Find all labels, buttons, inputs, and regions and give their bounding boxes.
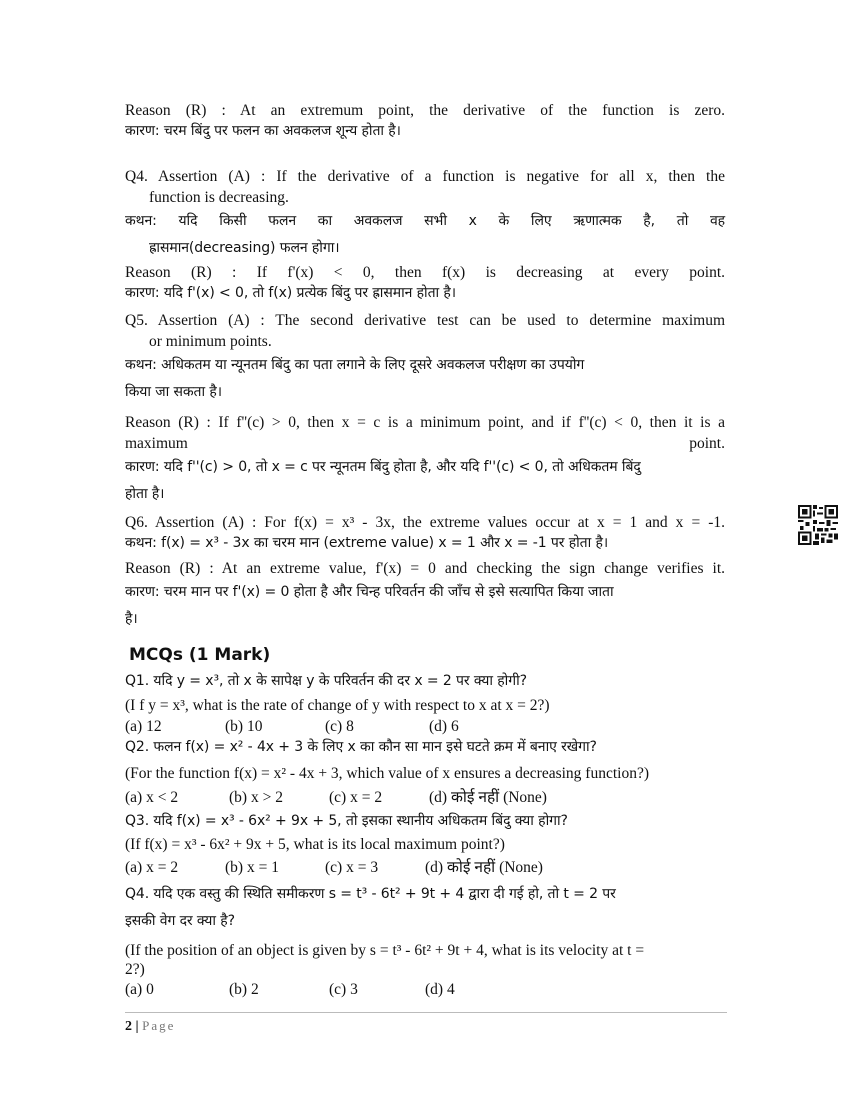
q6-assertion-hi: कथन: f(x) = x³ - 3x का चरम मान (extreme value) x = 1 और x = -1 पर होता है।	[125, 535, 609, 551]
q5-assertion-hi-1: कथन: अधिकतम या न्यूनतम बिंदु का पता लगाने के लिए दूसरे अवकलज परीक्षण का उपयोग	[125, 357, 585, 373]
page-label: Page	[142, 1018, 176, 1033]
mcq-q3-option-c: (c) x = 3	[325, 859, 379, 876]
q5-reason-en-1: Reason (R) : If f''(c) > 0, then x = c is a minimum point, and if f''(c) < 0, then it is a	[125, 414, 725, 431]
page-footer	[125, 1012, 727, 1035]
page-number: 2	[125, 1019, 132, 1034]
mcq-q1-option-b: (b) 10	[225, 718, 263, 735]
mcq-q4-option-a: (a) 0	[125, 981, 154, 998]
q6-reason-hi-2: है।	[125, 611, 138, 627]
mcq-q3-options	[125, 857, 725, 878]
q6-reason-hi-1: कारण: चरम मान पर f'(x) = 0 होता है और चिन्ह परिवर्तन की जाँच से इसे सत्यापित किया जाता	[125, 584, 614, 600]
mcq-q2-option-d: (d) कोई नहीं (None)	[429, 789, 547, 806]
mcq-q4-en-1: (If the position of an object is given by s = t³ - 6t² + 9t + 4, what is its velocity at t =	[125, 942, 645, 959]
q4-assertion-en-2: function is decreasing.	[149, 189, 289, 206]
q3-reason-hi: कारण: चरम बिंदु पर फलन का अवकलज शून्य होता है।	[125, 123, 401, 139]
q5-reason-hi-1: कारण: यदि f''(c) > 0, तो x = c पर न्यूनतम बिंदु होता है, और यदि f''(c) < 0, तो अधिकतम बिंदु	[125, 459, 641, 475]
mcq-q1-en: (I f y = x³, what is the rate of change of y with respect to x at x = 2?)	[125, 697, 550, 714]
mcq-q1-option-d: (d) 6	[429, 718, 459, 735]
mcq-q1-option-c: (c) 8	[325, 718, 354, 735]
q5-reason-en-2	[125, 433, 725, 454]
q5-reason-en-2b: point.	[689, 435, 725, 452]
q4-assertion-hi-2: ह्रासमान(decreasing) फलन होगा।	[149, 240, 340, 256]
mcq-q1-options	[125, 716, 725, 737]
mcq-q4-hi-2: इसकी वेग दर क्या है?	[125, 913, 235, 929]
q5-reason-en-2a: maximum	[125, 435, 188, 452]
mcq-q3-hi: Q3. यदि f(x) = x³ - 6x² + 9x + 5, तो इसका स्थानीय अधिकतम बिंदु क्या होगा?	[125, 813, 568, 829]
mcq-q4-options	[125, 979, 725, 1000]
mcq-q3-option-d: (d) कोई नहीं (None)	[425, 859, 543, 876]
q5-assertion-hi-2: किया जा सकता है।	[125, 384, 222, 400]
q4-reason-en: Reason (R) : If f'(x) < 0, then f(x) is decreasing at every point.	[125, 264, 725, 281]
mcq-q2-hi: Q2. फलन f(x) = x² - 4x + 3 के लिए x का कौन सा मान इसे घटते क्रम में बनाए रखेगा?	[125, 739, 597, 755]
q5-assertion-en-2: or minimum points.	[149, 333, 272, 350]
mcq-q2-options	[125, 787, 725, 808]
qr-code-icon[interactable]	[798, 505, 838, 545]
mcq-q4-option-c: (c) 3	[329, 981, 358, 998]
mcq-q3-option-b: (b) x = 1	[225, 859, 279, 876]
mcq-q2-option-c: (c) x = 2	[329, 789, 383, 806]
mcq-q4-en-2: 2?)	[125, 961, 145, 978]
mcq-q2-option-a: (a) x < 2	[125, 789, 179, 806]
mcq-heading: MCQs (1 Mark)	[129, 645, 271, 665]
mcq-q4-hi-1: Q4. यदि एक वस्तु की स्थिति समीकरण s = t³ - 6t² + 9t + 4 द्वारा दी गई हो, तो t = 2 पर	[125, 886, 616, 902]
mcq-q1-option-a: (a) 12	[125, 718, 162, 735]
q6-assertion-en: Q6. Assertion (A) : For f(x) = x³ - 3x, the extreme values occur at x = 1 and x = -1.	[125, 514, 725, 531]
q4-assertion-en-1: Q4. Assertion (A) : If the derivative of a function is negative for all x, then the	[125, 168, 725, 185]
mcq-q1-hi: Q1. यदि y = x³, तो x के सापेक्ष y के परिवर्तन की दर x = 2 पर क्या होगी?	[125, 673, 527, 689]
mcq-q3-option-a: (a) x = 2	[125, 859, 179, 876]
document-page	[125, 100, 725, 1000]
q4-reason-hi: कारण: यदि f'(x) < 0, तो f(x) प्रत्येक बिंदु पर ह्रासमान होता है।	[125, 285, 456, 301]
footer-separator: |	[132, 1019, 143, 1034]
mcq-q4-option-d: (d) 4	[425, 981, 455, 998]
mcq-q2-en: (For the function f(x) = x² - 4x + 3, which value of x ensures a decreasing function?)	[125, 765, 649, 782]
q5-assertion-en-1: Q5. Assertion (A) : The second derivative test can be used to determine maximum	[125, 312, 725, 329]
q5-reason-hi-2: होता है।	[125, 486, 165, 502]
q4-assertion-hi-1: कथन: यदि किसी फलन का अवकलज सभी x के लिए ऋणात्मक है, तो वह	[125, 213, 725, 229]
q6-reason-en: Reason (R) : At an extreme value, f'(x) = 0 and checking the sign change verifies it.	[125, 560, 725, 577]
mcq-q3-en: (If f(x) = x³ - 6x² + 9x + 5, what is its local maximum point?)	[125, 836, 505, 853]
q3-reason-en: Reason (R) : At an extremum point, the derivative of the function is zero.	[125, 102, 725, 119]
mcq-q4-option-b: (b) 2	[229, 981, 259, 998]
mcq-q2-option-b: (b) x > 2	[229, 789, 283, 806]
